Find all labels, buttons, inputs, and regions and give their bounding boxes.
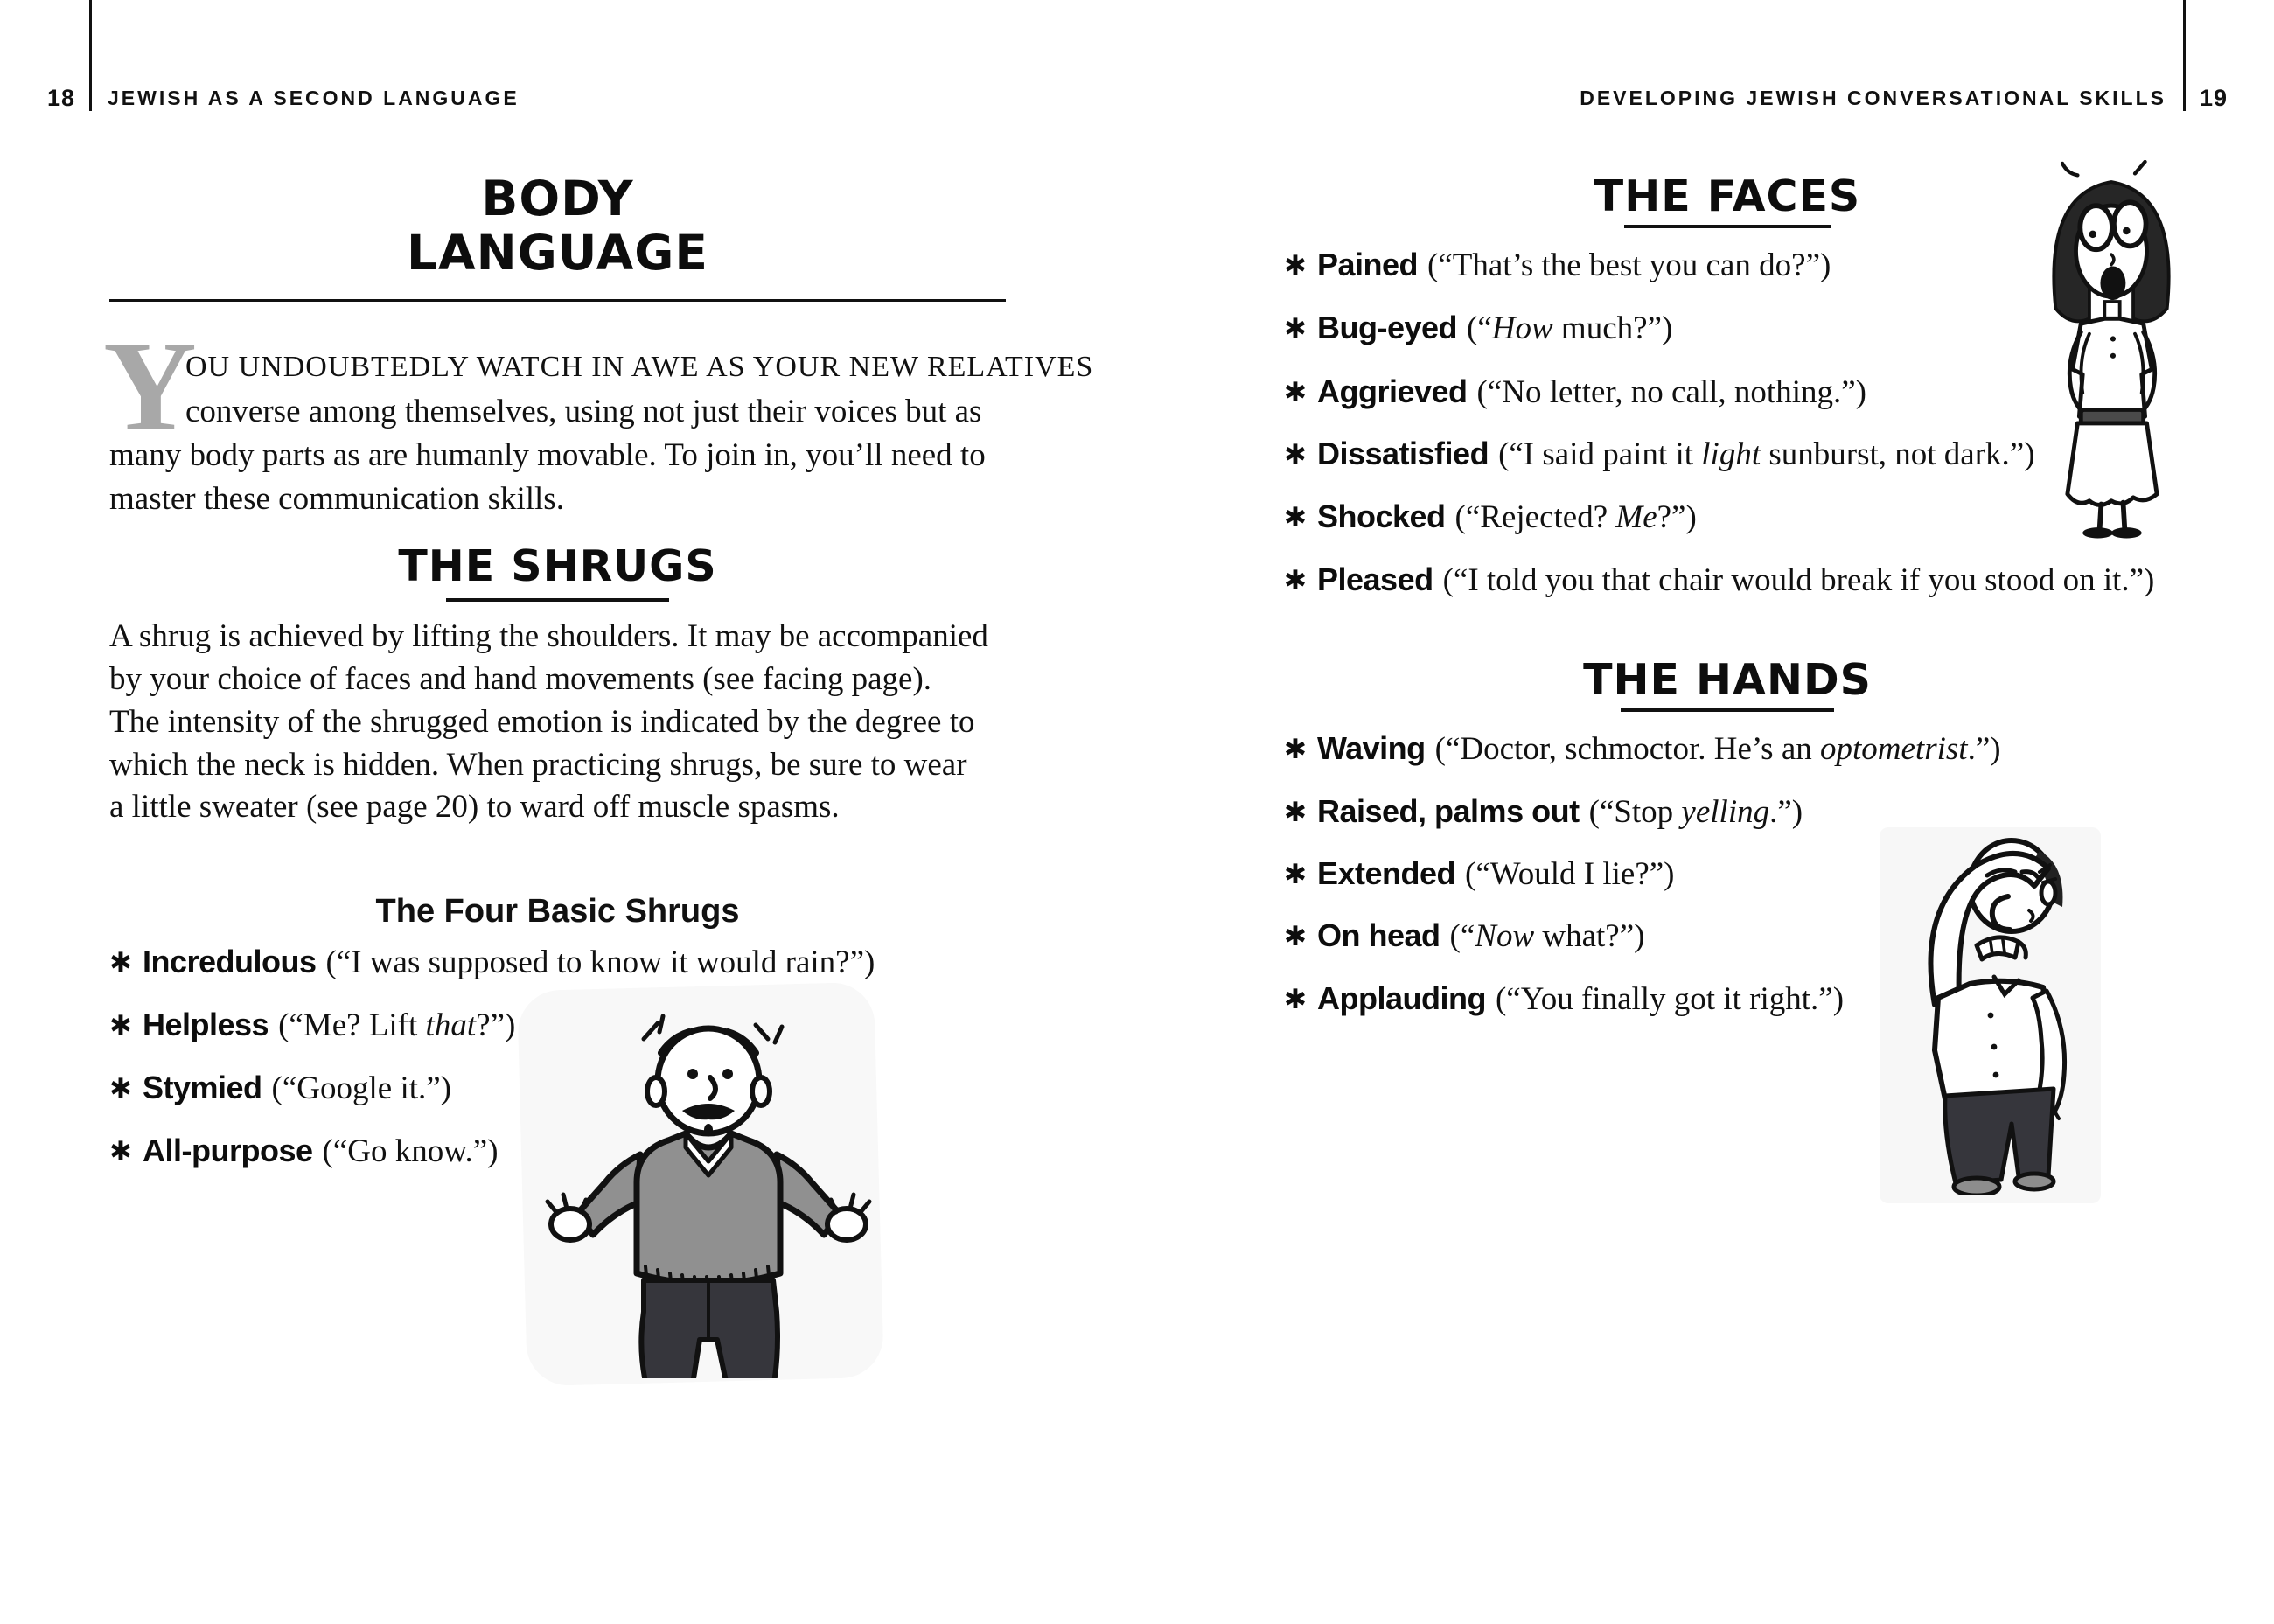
- item-label: Shocked: [1316, 498, 1446, 534]
- item-quote: (“Now what?”): [1449, 918, 1645, 954]
- list-item-bug-eyed: [1284, 310, 1672, 347]
- list-item-extended: [1284, 855, 1674, 893]
- section-heading-hands: THE HANDS: [1583, 655, 1872, 705]
- item-quote: (“Rejected? Me?”): [1454, 499, 1697, 535]
- list-item-shocked: [1284, 498, 1697, 536]
- subheading-four-basic-shrugs: The Four Basic Shrugs: [375, 893, 740, 930]
- shrugs-paragraph-line-5: a little sweater (see page 20) to ward off muscle spasms.: [109, 789, 840, 825]
- item-quote: (“How much?”): [1467, 310, 1673, 346]
- item-quote: (“No letter, no call, nothing.”): [1476, 374, 1866, 410]
- list-item-stymied: [109, 1070, 451, 1107]
- shrugs-heading-rule: [446, 598, 669, 602]
- intro-line-4: master these communication skills.: [109, 481, 564, 517]
- item-quote: (“Doctor, schmoctor. He’s an optometrist.”): [1434, 731, 2001, 767]
- asterisk-bullet-icon: ✱: [1284, 439, 1307, 470]
- item-label: All-purpose: [142, 1133, 313, 1168]
- item-quote: (“Google it.”): [271, 1070, 452, 1106]
- item-label: Incredulous: [142, 944, 317, 979]
- asterisk-bullet-icon: ✱: [1284, 797, 1307, 828]
- shrugs-paragraph-line-2: by your choice of faces and hand movements (see facing page).: [109, 661, 932, 697]
- chapter-title-line-1: BODY: [481, 171, 634, 227]
- item-label: Applauding: [1316, 980, 1486, 1016]
- list-item-on-head: [1284, 917, 1644, 955]
- item-quote: (“That’s the best you can do?”): [1427, 247, 1831, 283]
- item-quote: (“Stop yelling.”): [1588, 794, 1803, 830]
- shrugging-man-illustration: [535, 1014, 885, 1378]
- item-label: Waving: [1316, 730, 1426, 766]
- asterisk-bullet-icon: ✱: [1284, 565, 1307, 596]
- header-divider-right: [2183, 0, 2186, 111]
- shrugs-paragraph-line-1: A shrug is achieved by lifting the shoulders. It may be accompanied: [109, 618, 988, 654]
- asterisk-bullet-icon: ✱: [109, 1073, 132, 1105]
- list-item-incredulous: [109, 944, 875, 981]
- asterisk-bullet-icon: ✱: [1284, 313, 1307, 345]
- list-item-all-purpose: [109, 1133, 499, 1170]
- title-rule: [109, 299, 1006, 302]
- item-label: On head: [1316, 917, 1440, 953]
- list-item-pained: [1284, 247, 1831, 284]
- list-item-dissatisfied: [1284, 436, 2035, 473]
- hand-on-head-man-illustration: [1886, 833, 2096, 1195]
- list-item-waving: [1284, 730, 2001, 768]
- item-quote: (“I was supposed to know it would rain?”): [325, 944, 875, 980]
- page-number-right: 19: [2200, 85, 2229, 111]
- item-label: Bug-eyed: [1316, 310, 1458, 345]
- hands-heading-rule: [1621, 708, 1834, 712]
- intro-line-1: OU UNDOUBTEDLY WATCH IN AWE AS YOUR NEW RELATIVES: [185, 351, 1094, 383]
- asterisk-bullet-icon: ✱: [109, 1136, 132, 1167]
- item-label: Extended: [1316, 855, 1456, 891]
- item-quote: (“Would I lie?”): [1465, 856, 1675, 892]
- asterisk-bullet-icon: ✱: [109, 1010, 132, 1042]
- running-head-right: DEVELOPING JEWISH CONVERSATIONAL SKILLS: [1580, 87, 2166, 109]
- item-label: Dissatisfied: [1316, 436, 1489, 471]
- item-label: Helpless: [142, 1007, 269, 1042]
- header-divider-left: [89, 0, 92, 111]
- item-label: Raised, palms out: [1316, 793, 1580, 829]
- asterisk-bullet-icon: ✱: [1284, 502, 1307, 533]
- asterisk-bullet-icon: ✱: [1284, 377, 1307, 408]
- running-head-left: JEWISH AS A SECOND LANGUAGE: [108, 87, 520, 109]
- list-item-aggrieved: [1284, 373, 1866, 411]
- list-item-helpless: [109, 1007, 515, 1044]
- item-label: Pained: [1316, 247, 1419, 282]
- shrugs-paragraph-line-3: The intensity of the shrugged emotion is indicated by the degree to: [109, 704, 975, 740]
- chapter-title-line-2: LANGUAGE: [406, 225, 709, 281]
- asterisk-bullet-icon: ✱: [1284, 984, 1307, 1015]
- asterisk-bullet-icon: ✱: [1284, 921, 1307, 952]
- item-label: Pleased: [1316, 561, 1433, 597]
- item-quote: (“You finally got it right.”): [1495, 981, 1845, 1017]
- faces-heading-rule: [1624, 225, 1831, 228]
- list-item-pleased: [1284, 561, 2154, 599]
- section-heading-faces: THE FACES: [1594, 171, 1861, 221]
- asterisk-bullet-icon: ✱: [1284, 859, 1307, 890]
- item-quote: (“Go know.”): [322, 1133, 499, 1169]
- intro-line-3: many body parts as are humanly movable. To join in, you’ll need to: [109, 437, 986, 473]
- list-item-raised-palms-out: [1284, 793, 1803, 831]
- list-item-applauding: [1284, 980, 1844, 1018]
- asterisk-bullet-icon: ✱: [1284, 250, 1307, 282]
- item-quote: (“Me? Lift that?”): [278, 1007, 516, 1043]
- item-label: Aggrieved: [1316, 373, 1468, 409]
- asterisk-bullet-icon: ✱: [109, 947, 132, 979]
- page-number-left: 18: [47, 85, 76, 111]
- dropcap: Y: [103, 315, 197, 458]
- shrugs-paragraph-line-4: which the neck is hidden. When practicing shrugs, be sure to wear: [109, 747, 967, 783]
- asterisk-bullet-icon: ✱: [1284, 734, 1307, 765]
- section-heading-shrugs: THE SHRUGS: [398, 541, 717, 591]
- shocked-woman-illustration: [2038, 160, 2185, 541]
- intro-line-2: converse among themselves, using not just their voices but as: [185, 394, 982, 429]
- item-quote: (“I said paint it light sunburst, not dark.”): [1498, 436, 2035, 472]
- item-quote: (“I told you that chair would break if you stood on it.”): [1442, 562, 2155, 598]
- item-label: Stymied: [142, 1070, 262, 1105]
